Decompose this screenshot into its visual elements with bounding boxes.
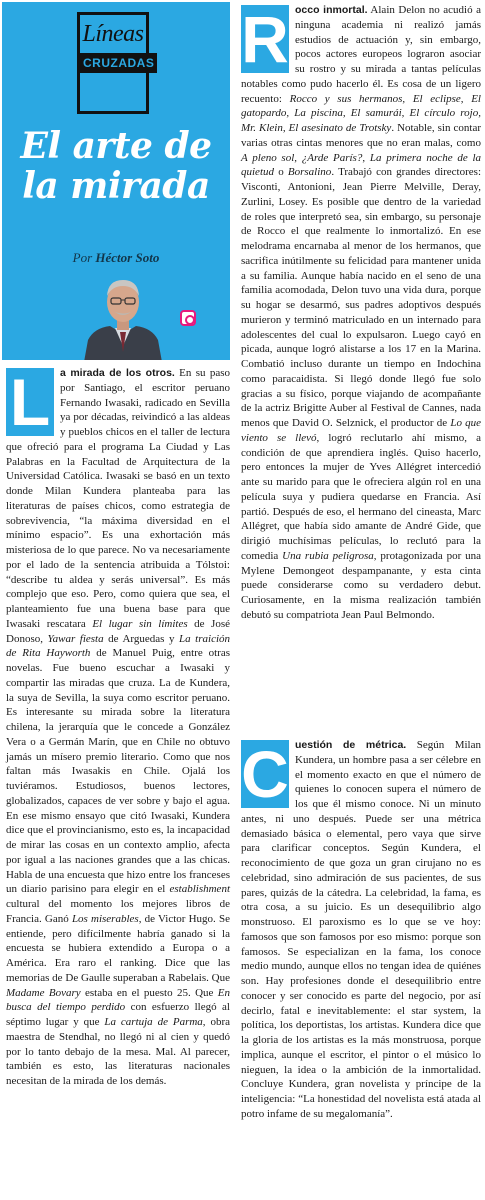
body-text: de Arguedas y (103, 632, 180, 645)
section-logo-bottom: CRUZADAS (80, 53, 157, 73)
body-text: , obra maestra de Stendhal, no llegó ni al cien y quedó por lo tanto debajo de la mesa. Mal. Al parecer, también es esto, las literaturas nacionales necesitan de la mirada de los demás. (6, 1016, 230, 1087)
film-titles: Rocco y sus hermanos, El eclipse, El gatopardo, La piscina, El samurái, El círculo rojo, Mr. Klein, El asesinato de Trotsky (241, 92, 481, 134)
body-text: En su paso por Santiago, el escritor peruano Fernando Iwasaki, radicado en Sevilla ya por décadas, reivindicó a las aldeas y pueblos chicos en el taller de lectura que ofreció para el programa La Ciudad y Las Palabras en la Facultad de Arquitectura de la Universidad Católica. Iwasaki se basó en un texto donde Milan Kundera planteaba para las literaturas de países chicos, como estrategia de sobrevivencia, “la máxima diversidad en el mínimo espacio”. Es una exhortación más misteriosa de lo que parece. No va necesariamente por el lado de la sentencia atribuida a Tólstoi: “describe tu aldea y serás universal”. Es más complejo que eso. Pero, como quiera que sea, el planteamiento fue una buena base para que Iwasaki rescatara (6, 367, 230, 630)
body-text: , (362, 151, 370, 164)
film-title: Borsalino (287, 166, 332, 179)
body-text: de Manuel Puig, entre otras novelas. Fue bueno escuchar a Iwasaki y compartir las miradas que cruza. La de Kundera, la suya de Sevilla, la suya como escritor peruano. Es interesante su mirada sobre la literatura chilena, la jerarquía que le concede a González Vera o a Germán Marín, que en Chile no obtuvo jamás un mísero premio literario. Como que nos faltan más Iwasakis en Chile. Ojalá los tuviéramos. Estudiosos, buenos lectores, globalizados, capaces de ver sobre y bajo el agua. En ese mismo ensayo que citó Iwasaki, Kundera dice que el provincianismo, esto es, la incapacidad de mirar las cosas en un contexto amplio, afecta por igual a las naciones grandes que a las chicas. Habla de una encuesta que hizo entre los franceses un diario parisino para elegir en el (6, 647, 230, 896)
body-text: . Notable, sin contar varias otras cintas menores que no eran malas, como (241, 122, 481, 149)
section-lead: occo inmortal. (295, 4, 368, 16)
body-text: . Trabajó con grandes directores: Visconti, Antonioni, Jean Pierre Melville, Deray, Zurlini, Losey. Es posible que dentro de la variedad de roles que interpretó sea, sin embargo, su personaje de Rocco el que realmente lo inmortalizó. En ese melodrama encarnaba al menor de los hermanos, que sacrifica inútilmente su felicidad para mantener unida a su familia. Aunque había nacido en el seno de una familia acomodada, Delon tuvo una vida dura, porque su hogar se desarmó, sus padres adoptivos después murieron y terminó matriculado en un internado para adolescentes del cual lo expulsaron. Luego cayó en picada, aunque logró alistarse a los 17 en la Marina. Combatió incluso durante un tiempo en Indochina como paracaidista. Si llegó donde llegó fue solo gracias a su físico, porque viajando de acompañante de la actriz Brigitte Auber al Festival de Cannes, nada menos que David O. Selznick, el productor de (241, 166, 481, 429)
section-logo (77, 12, 155, 114)
section-la-mirada-de-los-otros (6, 366, 230, 1089)
body-text: o (274, 166, 288, 179)
film-title: Lo que viento se llevó (241, 417, 482, 444)
book-title: La traición de Rita Hayworth (6, 632, 231, 660)
body-text: Alain Delon no acudió a ninguna academia ni realizó jamás estudios de actuación y, sin embargo, pocos actores europeos lograron asociar su rostro y su mirada a tantas películas notables como pudo hacerlo él. Es cosa de un ligero recuento: (241, 4, 482, 105)
book-title: Los miserables (71, 912, 139, 925)
body-text: , (294, 151, 302, 164)
column-header (2, 2, 230, 360)
byline-prefix: Por (72, 250, 93, 265)
body-text: cultural del momento los mejores libros de Francia. Ganó (6, 898, 230, 925)
headline-line-1: El arte de (20, 125, 212, 167)
film-title: Una rubia peligrosa (282, 549, 374, 562)
section-lead: a mirada de los otros. (60, 367, 175, 379)
book-title: Yawar fiesta (47, 632, 104, 645)
body-text: estaba en el puesto 25. Que (80, 986, 218, 999)
section-logo-top: Líneas (82, 21, 144, 47)
book-title: El lugar sin límites (92, 617, 188, 630)
film-title: ¿Arde París? (301, 151, 363, 164)
dropcap: L (6, 368, 54, 436)
book-title: La cartuja de Parma (104, 1016, 203, 1028)
byline (2, 250, 230, 266)
author-portrait (84, 272, 162, 360)
body-text: de José Donoso, (6, 617, 230, 645)
article-headline (2, 126, 230, 206)
headline-line-2: la mirada (22, 165, 210, 207)
body-text: , protagonizada por una Mylene Demongeot despampanante, y esta cinta puede considerarse como su verdadero debut. Curiosamente, en la misma realización también debutó su compatriota Jean Paul Belmondo. (241, 549, 481, 621)
section-cuestion-de-metrica (241, 738, 481, 1122)
instagram-icon (180, 310, 196, 326)
film-title: La primera noche de la quietud (241, 151, 482, 179)
body-text: , logró reclutarlo ahí mismo, a condición de que aprendiera inglés. Quiso hacerlo, pero entonces la mujer de Yves Allégret intercedió ante su marido para que le ofreciera algún rol en una película suya y pudiera quedarse en Francia. Así partió. Después de eso, el hermano del cineasta, Marc Allégret, que había sido amante de André Gide, que dirigió muchísimas películas, lo reclutó para la comedia (241, 431, 481, 562)
book-title: En busca del tiempo perdido (6, 986, 230, 1014)
section-rocco-inmortal (241, 3, 481, 623)
dropcap: R (241, 2, 289, 76)
author-name: Héctor Soto (95, 250, 160, 265)
body-text: , de Victor Hugo. Se entiende, pero difícilmente habría ganado si la encuesta se hubiera extendido a Europa o a América. Era raro el ranking. Dice que las memorias de De Gaulle superaban a Rabelais. Que (6, 912, 230, 984)
book-title: Madame Bovary (6, 986, 81, 999)
dropcap: C (241, 737, 289, 811)
film-title: A pleno sol (241, 151, 295, 164)
body-text: Según Milan Kundera, un hombre pasa a ser célebre en el momento exacto en que el número de quienes lo conocen supera el número de los que él mismo conoce. Ni un minuto antes, ni uno después. Puede ser una métrica demasiado básica o elemental, pero vaya que sirve para clarificar conceptos. Según Kundera, el reconocimiento de que goza un gran cirujano no es celebridad, sino admiración de sus pacientes, de sus pares, quizás de la cátedra. La celebridad, la fama, es otra cosa, a su juicio. Es un desequilibrio algo monstruoso. El paroxismo es lo que se ve hoy: famosos que son famosos por eso mismo: porque son famosos. Se especializan en la fama, los conoce medio mundo, aunque ellos no tengan idea de quiénes son. Hay profesiones donde el desequilibrio entre conocer y ser conocido es parte del negocio, por así decirlo, fatal e inevitablemente: el star system, la política, los deportistas, los artistas. Kundera dice que la gloria de los artistas es la más monstruosa, porque implica, aunque el escritor, el pintor o el músico lo nieguen, la idea o la ambición de la inmortalidad. Concluye Kundera, gran novelista y príncipe de la inteligencia: “La honestidad del novelista está atada al potro infame de su megalomanía”. (241, 739, 481, 1120)
section-lead: uestión de métrica. (295, 739, 407, 751)
italic-term: establishment (169, 883, 230, 896)
body-text: con esfuerzo llegó al séptimo lugar y que (6, 1001, 230, 1028)
